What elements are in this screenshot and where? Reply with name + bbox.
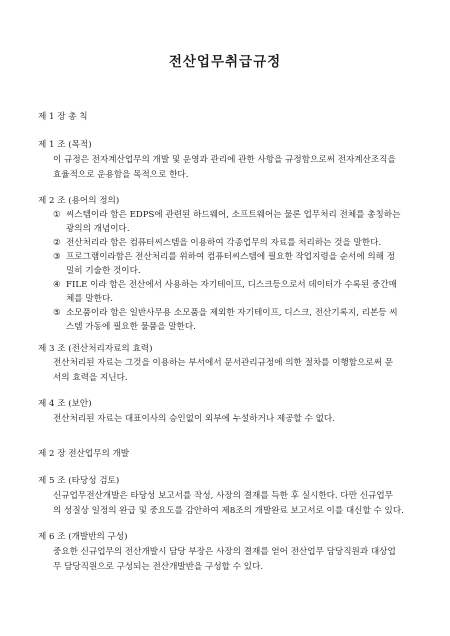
article-2-item-4-line-1: FILE 이라 함은 전산에서 사용하는 자기테이프, 디스크등으로서 데이터가 수록된 중간매: [66, 280, 397, 290]
article-2-item-4-line-2: 체를 말한다.: [66, 294, 113, 304]
article-3-line-2: 서의 효력을 지닌다.: [53, 373, 128, 383]
article-5-line-2: 의 성질상 일정의 완급 및 중요도를 감안하여 제8조의 개발완료 보고서로 이를 대신할 수 있다.: [53, 506, 404, 516]
article-2-item-5-line-2: 스템 가동에 필요한 물품을 말한다.: [66, 322, 196, 332]
document-title: 전산업무취급규정: [168, 54, 282, 70]
article-2-item-2-line-1: 전산처리라 함은 컴퓨터씨스템을 이용하여 각종업무의 자료를 처리하는 것을 말한다.: [66, 238, 382, 248]
article-5-line-1: 신규업무전산개발은 타당성 보고서를 작성, 사장의 결재를 득한 후 실시한다. 다만 신규업무: [53, 491, 393, 501]
article-4-line-1: 전산처리된 자료는 대표이사의 승인없이 외부에 누설하거나 제공할 수 없다.: [53, 414, 335, 424]
article-2-item-5-marker: ⑤: [53, 308, 61, 318]
article-4-heading: 제 4 조 (보안): [38, 399, 92, 409]
chapter-1-heading: 제 1 장 총 칙: [38, 112, 88, 122]
article-2-item-3-marker: ③: [53, 252, 61, 262]
chapter-2-heading: 제 2 장 전산업무의 개발: [38, 449, 130, 459]
article-5-heading: 제 5 조 (타당성 검토): [38, 476, 120, 486]
article-6-line-1: 중요한 신규업무의 전산개발시 담당 부장은 사장의 결재를 얻어 전산업무 담당직원과 대상업: [53, 547, 396, 557]
article-2-heading: 제 2 조 (용어의 정의): [38, 196, 120, 206]
article-2-item-4-marker: ④: [53, 280, 61, 290]
article-2-item-1-line-1: 씨스템이라 함은 EDPS에 관련된 하드웨어, 소프트웨어는 물론 업무처리 전체를 총칭하는: [66, 210, 401, 220]
article-2-item-1-marker: ①: [53, 210, 61, 220]
article-3-heading: 제 3 조 (전산처리자료의 효력): [38, 344, 153, 354]
article-1-line-1: 이 규정은 전자계산업무의 개발 및 운영과 관리에 관한 사항을 규정함으로써 전자계산조직을: [53, 155, 396, 165]
article-2-item-1-line-2: 광의의 개념이다.: [66, 224, 130, 234]
article-2-item-5-line-1: 소모품이라 함은 일반사무용 소모품을 제외한 자기테이프, 디스크, 전산기록지, 리본등 씨: [66, 308, 398, 318]
article-1-heading: 제 1 조 (목적): [38, 140, 92, 150]
article-3-line-1: 전산처리된 자료는 그것을 이용하는 부서에서 문서관리규정에 의한 절차를 이행함으로써 문: [53, 358, 394, 368]
article-6-line-2: 무 담당직원으로 구성되는 전산개발반을 구성할 수 있다.: [53, 562, 264, 572]
article-2-item-3-line-2: 밀히 기술한 것이다.: [66, 266, 141, 276]
article-1-line-2: 효율적으로 운용함을 목적으로 한다.: [53, 170, 189, 180]
article-2-item-2-marker: ②: [53, 238, 61, 248]
article-6-heading: 제 6 조 (개발반의 구성): [38, 532, 128, 542]
article-2-item-3-line-1: 프로그램이라함은 전산처리를 위하여 컴퓨터씨스템에 필요한 작업지령을 순서에 의해 정: [66, 252, 396, 262]
